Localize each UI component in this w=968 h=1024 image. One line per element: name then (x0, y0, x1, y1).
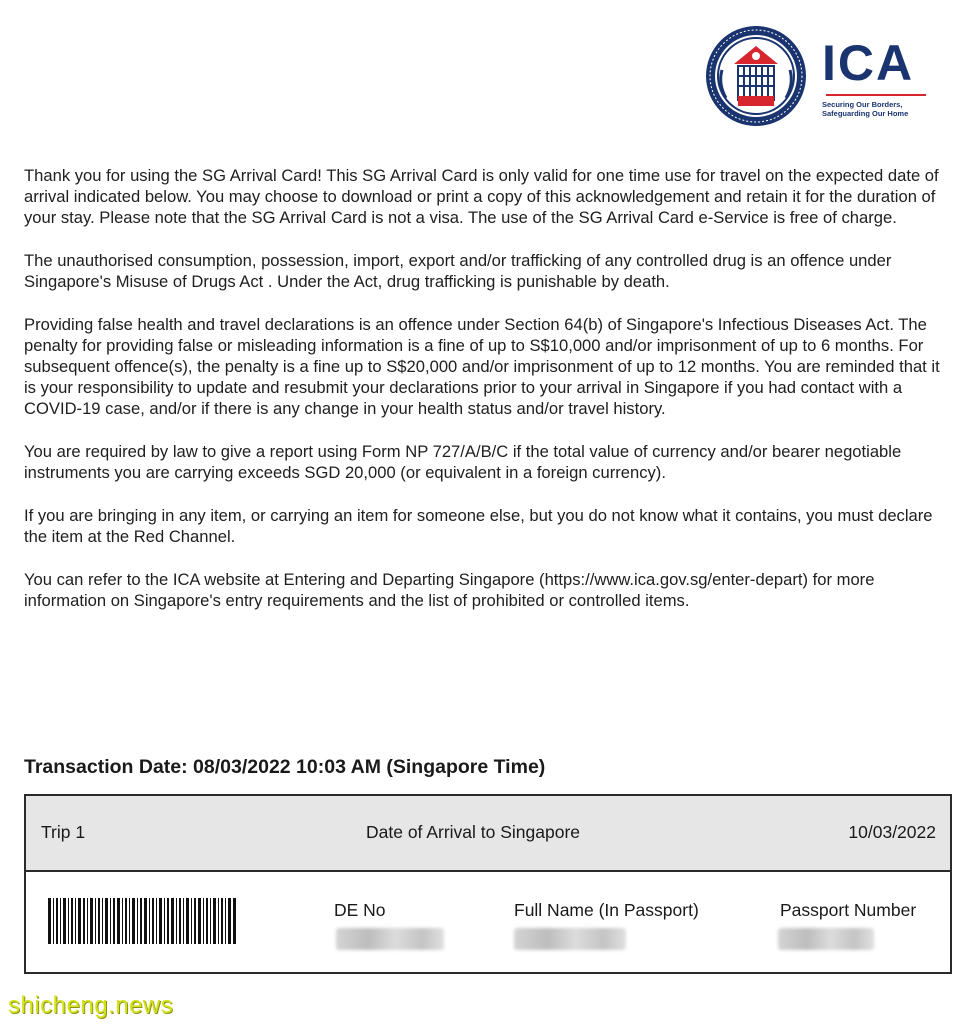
de-no-value-redacted (336, 928, 444, 950)
tagline-line-1: Securing Our Borders, (822, 100, 903, 109)
ica-seal-icon (704, 24, 808, 128)
paragraph-red-channel: If you are bringing in any item, or carrying an item for someone else, but you do not know what it contains, you must declare the item at the Red Channel. (24, 506, 933, 546)
ica-logo (704, 24, 944, 128)
passport-number-value-redacted (778, 928, 874, 950)
paragraph-currency: You are required by law to give a report using Form NP 727/A/B/C if the total value of currency and/or bearer negotiable instruments you are carrying exceeds SGD 20,000 (or equivalent in a foreign currency). (24, 442, 902, 482)
arrival-date-label: Date of Arrival to Singapore (366, 822, 581, 842)
transaction-date: Transaction Date: 08/03/2022 10:03 AM (Singapore Time) (24, 756, 546, 778)
arrival-card-table (24, 794, 952, 974)
ica-tagline (822, 100, 908, 118)
de-no-label: DE No (334, 900, 386, 920)
full-name-value-redacted (514, 928, 626, 950)
paragraph-website: You can refer to the ICA website at Entering and Departing Singapore (https://www.ica.gov.sg/enter-depart) for more information on Singapore's entry requirements and the list of prohibited or controlled items. (24, 570, 875, 610)
paragraph-thank-you: Thank you for using the SG Arrival Card! This SG Arrival Card is only valid for one time use for travel on the expected date of arrival indicated below. You may choose to download or print a copy of this acknowledgement and retain it for the duration of your stay. Please note that the SG Arrival Card is not a visa. The use of the SG Arrival Card e-Service is free of charge. (24, 166, 939, 227)
full-name-label: Full Name (In Passport) (514, 900, 699, 920)
ica-brand-text: ICA (822, 35, 915, 91)
paragraph-health-declaration: Providing false health and travel declarations is an offence under Section 64(b) of Singapore's Infectious Diseases Act. The penalty for providing false or misleading information is a fine of up to S$10,000 and/or imprisonment of up to 6 months. For subsequent offence(s), the penalty is a fine up to S$20,000 and/or imprisonment of up to 12 months. You are reminded that it is your responsibility to update and resubmit your declarations prior to your arrival in Singapore if you had contact with a COVID-19 case, and/or if there is any change in your health status and/or travel history. (24, 315, 940, 418)
tagline-line-2: Safeguarding Our Home (822, 109, 909, 118)
brand-underline (826, 94, 926, 96)
paragraph-drugs: The unauthorised consumption, possession, import, export and/or trafficking of any controlled drug is an offence under Singapore's Misuse of Drugs Act . Under the Act, drug trafficking is punishable by death. (24, 251, 892, 291)
arrival-date-value: 10/03/2022 (848, 822, 936, 842)
passport-number-label: Passport Number (780, 900, 917, 920)
trip-label: Trip 1 (41, 822, 86, 842)
barcode-icon (48, 898, 236, 944)
watermark-text: shicheng.news (8, 992, 174, 1019)
notice-paragraphs (24, 165, 952, 633)
trip-detail-row (26, 872, 950, 972)
trip-header-row (26, 796, 950, 872)
